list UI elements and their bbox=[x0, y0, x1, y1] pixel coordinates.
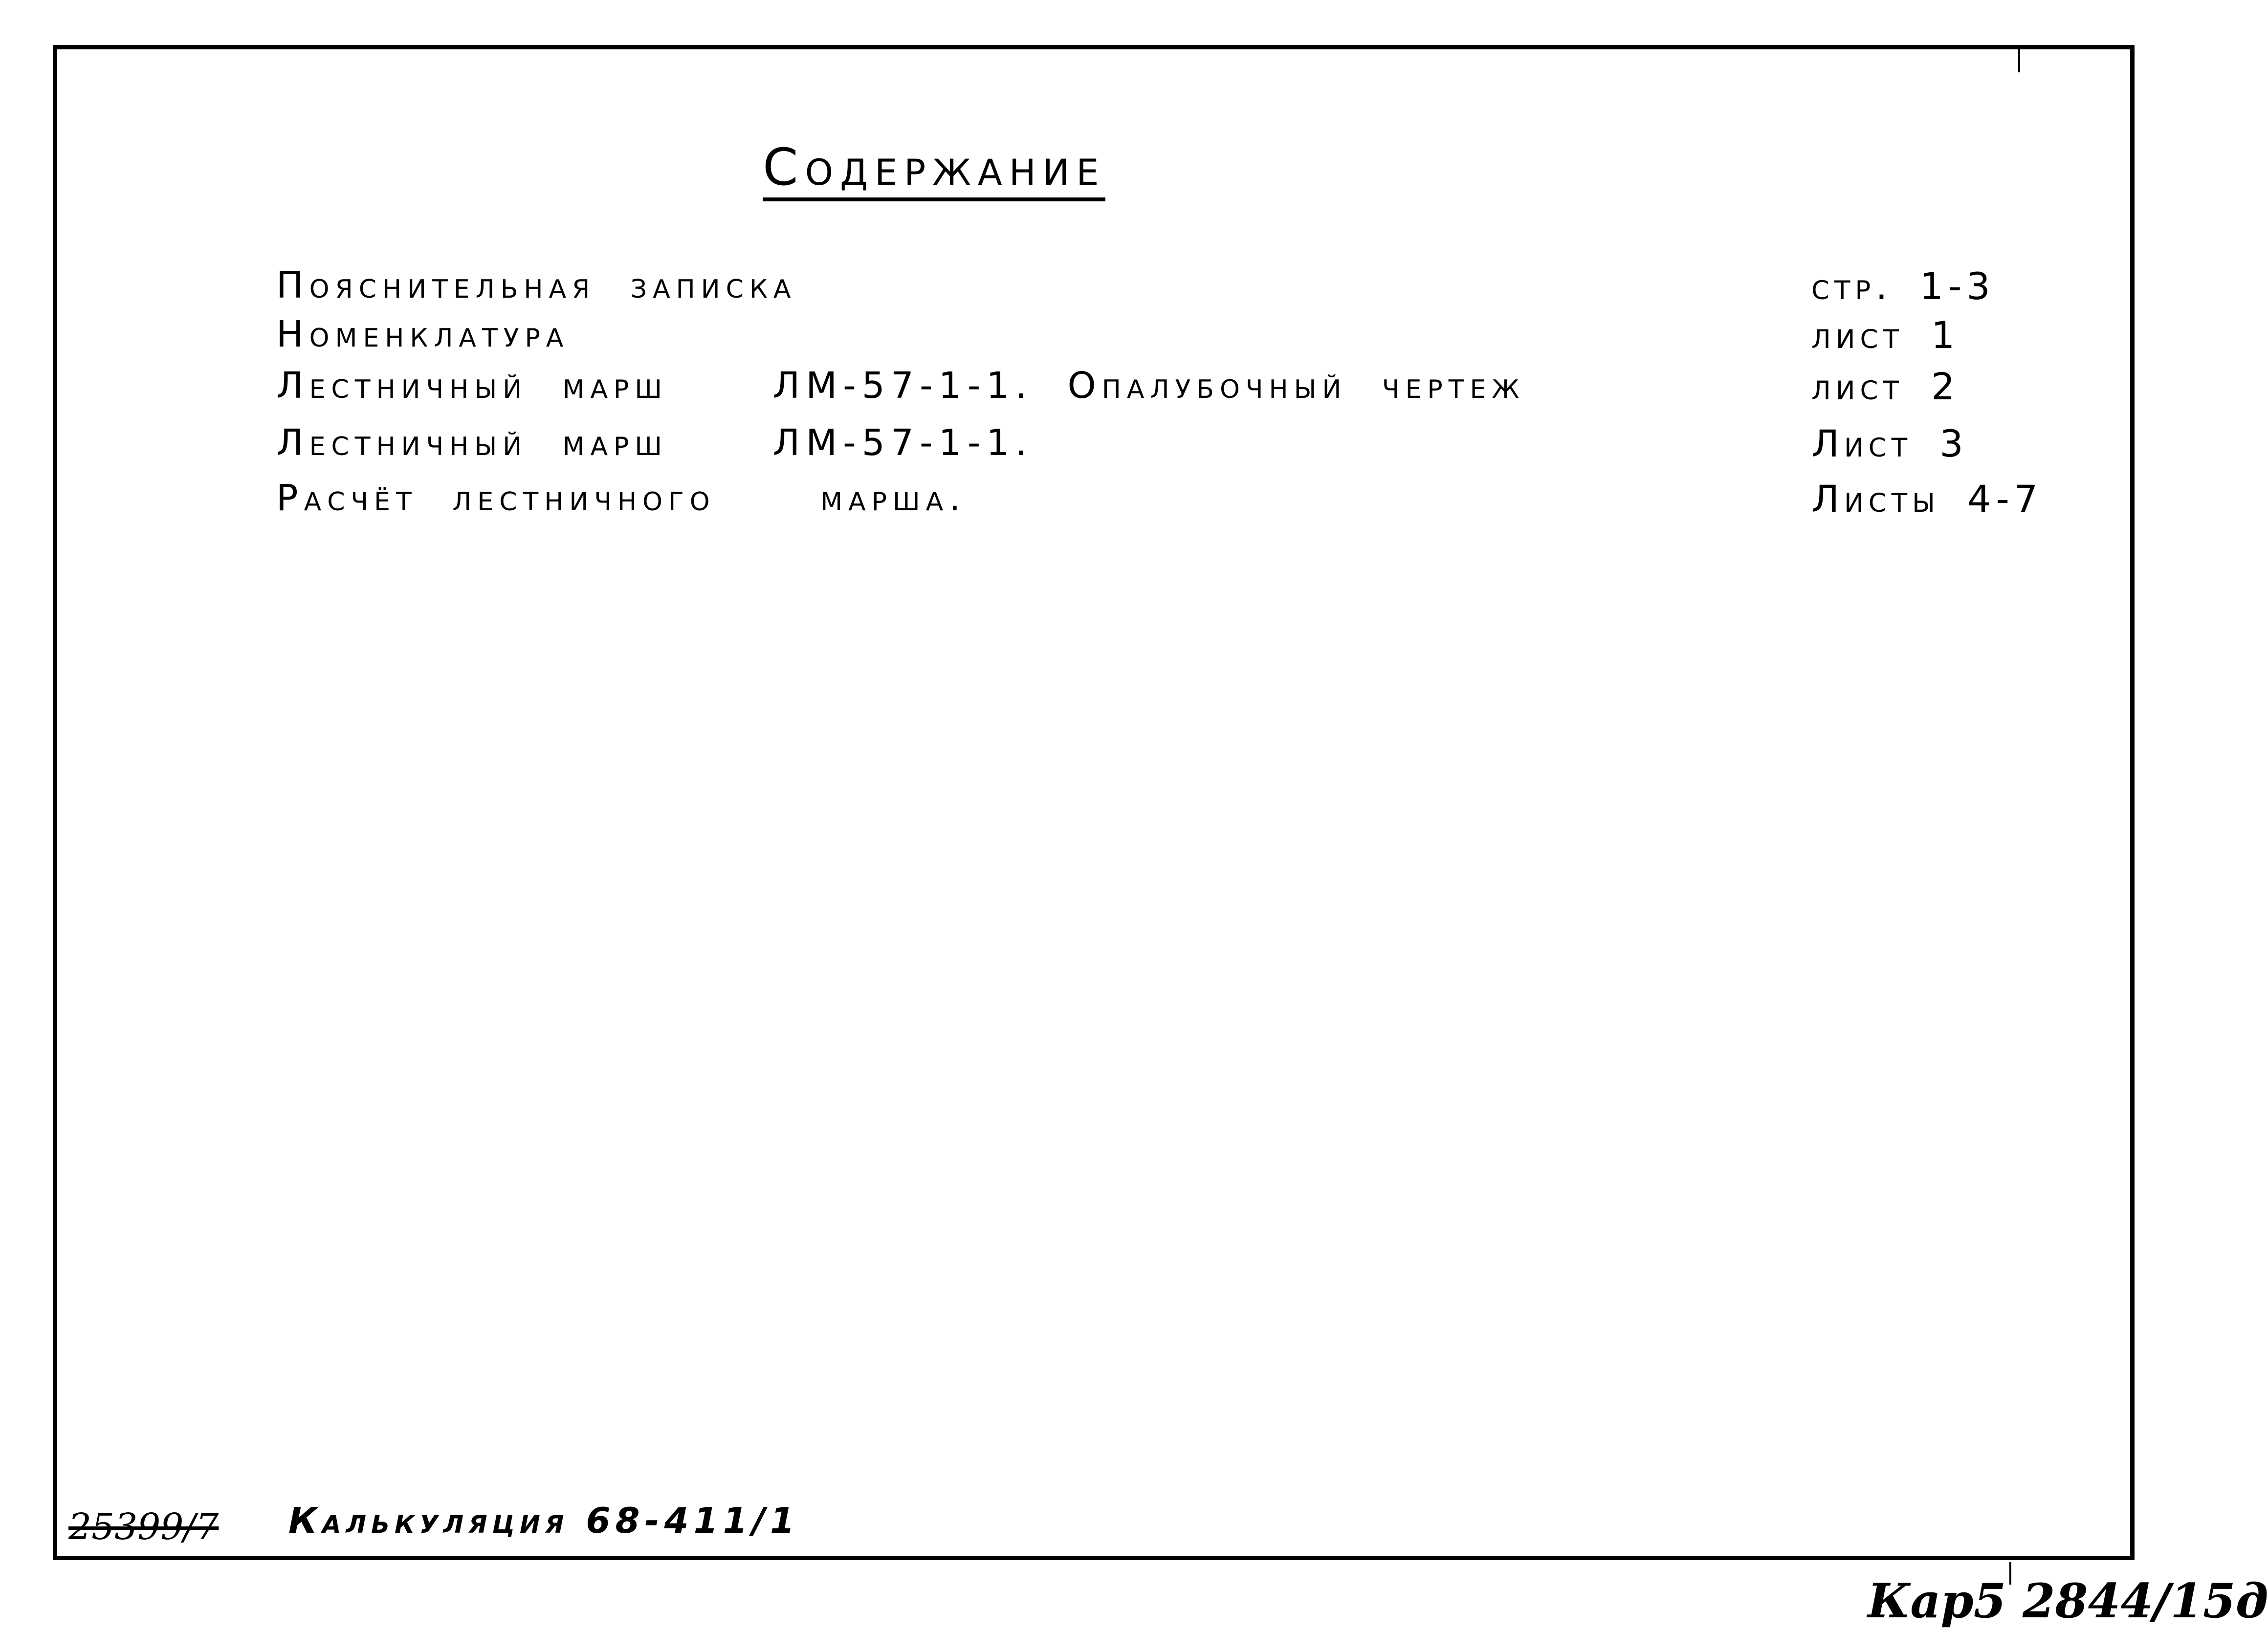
contents-row-page: лист 1 bbox=[1811, 313, 1960, 357]
contents-row-text: Пояснительная записка bbox=[276, 264, 797, 306]
document-title: Содержание bbox=[763, 142, 1105, 201]
contents-row-text: Расчёт лестничного марша. bbox=[276, 477, 967, 519]
contents-row-3 bbox=[276, 364, 2007, 418]
contents-row-text: Лестничный марш ЛМ-57-1-1. bbox=[276, 422, 1033, 464]
contents-row-1 bbox=[276, 264, 2007, 318]
contents-row-2 bbox=[276, 313, 2007, 367]
contents-row-text: Номенклатура bbox=[276, 313, 570, 355]
margin-tick-top-right bbox=[2018, 47, 2020, 72]
contents-row-5 bbox=[276, 477, 2043, 530]
contents-row-page: лист 2 bbox=[1811, 365, 1960, 408]
inventory-number: 25399/7 bbox=[68, 1506, 219, 1548]
calculation-note: Калькуляция 68-411/1 bbox=[288, 1500, 800, 1541]
contents-row-page: Листы 4-7 bbox=[1811, 477, 2043, 521]
contents-row-4 bbox=[276, 421, 2007, 475]
contents-row-page: стр. 1-3 bbox=[1811, 264, 1995, 308]
archive-mark: Кар5 2844/15д bbox=[1868, 1573, 2268, 1629]
contents-row-page: Лист 3 bbox=[1811, 422, 1968, 465]
contents-row-text: Лестничный марш ЛМ-57-1-1. Опалубочный чертеж bbox=[276, 365, 1525, 407]
